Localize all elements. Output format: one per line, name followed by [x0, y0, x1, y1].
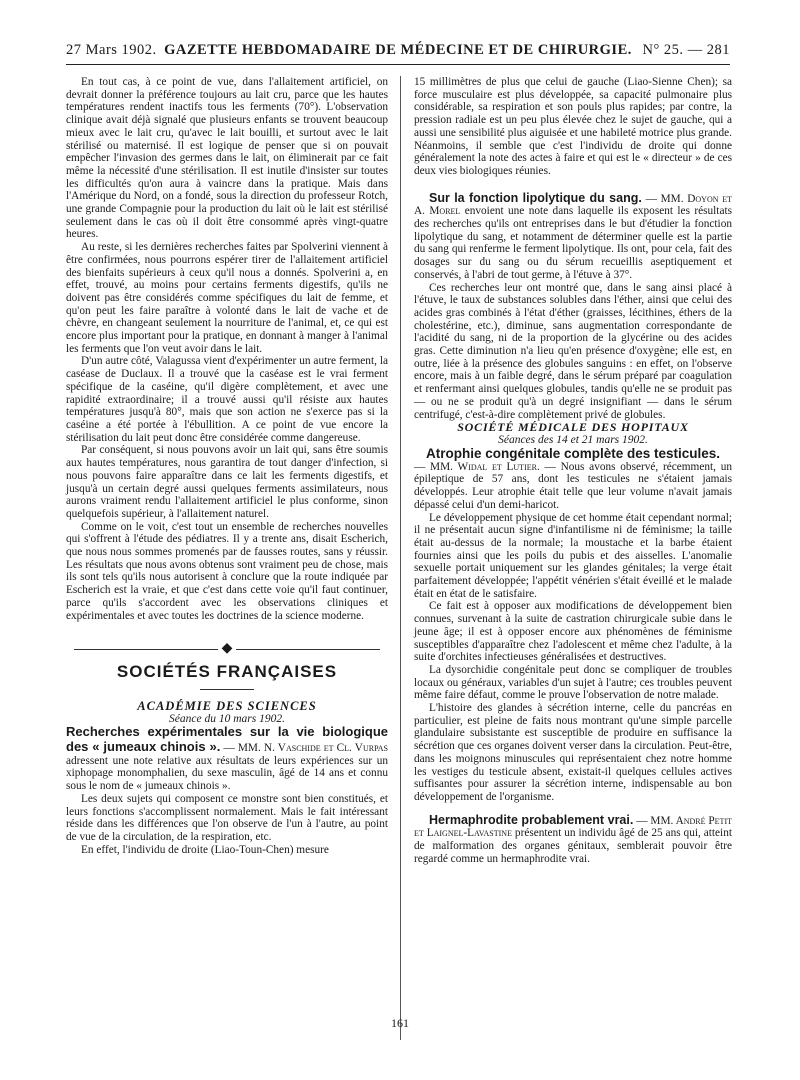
- page-number: 161: [391, 1016, 409, 1030]
- header-issue-page: N° 25. — 281: [642, 42, 730, 58]
- academy-heading: ACADÉMIE DES SCIENCES: [137, 698, 317, 713]
- paragraph: Le développement physique de cet homme était cependant normal; il ne présentait aucun signe d'infantilisme ni de féminisme; la taille était au-dessus de la normale; la moustache et la barbe étaient fournies ainsi que les poils du pubis et des aisselles. L'anomalie sexuelle portait uniquement sur les glandes génitales; la verge était parfaitement développée; l'appétit vénérien s'était éveillé et le malade était en état de le satisfaire.: [414, 511, 732, 600]
- paragraph: En tout cas, à ce point de vue, dans l'allaitement artificiel, on devrait donner la préférence toujours au lait cru, parce que les hautes températures rendent inactifs tous les ferments (70°). L'observation clinique avait déjà signalé que plusieurs enfants se trouvent beaucoup mieux avec le lait cru, qu'avec le lait bouilli, et surtout avec le lait stérilisé ou maternisé. Il est logique de penser que si on pouvait empêcher l'invasion des germes dans le lait, on éliminerait par ce fait même la nécessité d'une stérilisation. Il est inutile d'insister sur toutes les difficultés qu'on aura à vaincre dans la pratique. Mais dans l'Amérique du Nord, on a fondé, sous la direction du professeur Rotch, une grande Compagnie pour la production du lait où le lait est stérilisé seulement dans le cas où il doit être consommé après vingt-quatre heures.: [66, 76, 388, 241]
- article-authors: — MM. André Petit et Laignel-Lavastine: [414, 814, 732, 840]
- article-text: — Nous avons observé, récemment, un épileptique de 57 ans, dont les testicules ne s'étaient jamais développés. Leur atrophie était telle que leur volume n'avait jamais dépassé celui d'un demi-haricot.: [414, 460, 733, 511]
- session-date: Séances des 14 et 21 mars 1902.: [498, 433, 648, 446]
- section-ornament: [74, 641, 380, 657]
- right-column: [414, 76, 732, 865]
- society-heading: SOCIÉTÉ MÉDICALE DES HOPITAUX: [457, 420, 689, 435]
- paragraph: En effet, l'individu de droite (Liao-Toun-Chen) mesure: [81, 843, 329, 856]
- article-lead: [66, 725, 388, 793]
- article-title: Recherches expérimentales sur la vie biologique des « jumeaux chinois ».: [66, 724, 388, 755]
- header-date: 27 Mars 1902.: [66, 42, 157, 58]
- paragraph: Comme on le voit, c'est tout un ensemble de recherches nouvelles qui s'offrent à l'étude des pédiatres. Il y a trente ans, disait Escherich, que nous nous sommes promenés par de fausses routes, sans y réussir. Les résultats que nous avons obtenus sont vraiment peu de chose, mais ils sont tels qu'ils nous autorisent à conclure que la route indiquée par Escherich est la vraie, et que c'est dans cette voie qu'il faut continuer, parce qu'ils s'accordent avec les observations cliniques et expérimentales et avec toutes les doctrines de la science moderne.: [66, 520, 388, 622]
- paragraph: L'histoire des glandes à sécrétion interne, celle du pancréas en particulier, est pleine de faits nous montrant qu'une simple parcelle glandulaire subsistante est susceptible de produire en suffisance la sécrétion que ces organes doivent verser dans la circulation. Peut-être, dans les moignons minuscules qui représentaient chez notre homme les vestiges du testicule absent, existait-il quelques cellules actives suffisantes pour assurer la sécrétion interne, indispensable au bon développement de l'organisme.: [414, 702, 732, 803]
- column-divider: [400, 76, 401, 1040]
- running-header: [66, 40, 730, 65]
- divider: [200, 689, 254, 690]
- paragraph: 15 millimètres de plus que celui de gauche (Liao-Sienne Chen); sa force musculaire est plus développée, sa capacité pulmonaire plus considérable, sa respiration et son pouls plus rapides; par contre, la pression radiale est un peu plus élevée chez le sujet de gauche, qui a aussi une sensibilité plus aiguisée et une habileté motrice plus grande. Néanmoins, il semble que c'est l'individu de droite qui donne généralement la note des actes à faire et qui est le « directeur » de ces deux vies biologiques réunies.: [414, 76, 732, 177]
- paragraph: La dysorchidie congénitale peut donc se compliquer de troubles locaux ou généraux, variables d'un sujet à l'autre; ces troubles peuvent même faire défaut, comme le prouve l'observation de notre malade.: [414, 663, 732, 702]
- left-column: [66, 76, 388, 856]
- article-text: adressent une note relative aux résultats de leurs expériences sur un xiphopage monomphalien, du sexe masculin, âgé de 14 ans et connu sous le nom de « jumeaux chinois ».: [66, 754, 388, 793]
- paragraph: Au reste, si les dernières recherches faites par Spolverini viennent à être confirmées, nous pourrons espérer tirer de l'allaitement artificiel des bienfaits supérieurs à ceux qu'il nous a donnés. Spolverini a, en effet, trouvé, au moins pour certains ferments digestifs, qu'ils ne doivent pas être considérés comme spécifiques du lait de femme, et qu'on peut les faire paraître à volonté dans le lait de vache et de chèvre, en changeant seulement la nourriture de l'animal, et, ce qui est encore plus important pour la pratique, en donnant à manger à l'animal les ferments que l'on veut avoir dans le lait.: [66, 241, 388, 355]
- paragraph: Ces recherches leur ont montré que, dans le sang ainsi placé à l'étuve, le taux de substances solubles dans l'éther, ainsi que celui des acides gras combinés à l'état d'éther (graisses, lécithines, éthers de la cholestérine, etc.), diminue, sans augmentation correspondante de l'acidité du sang, ni de la proportion de la glycérine ou des acides gras. Cette diminution n'a lieu qu'en présence d'oxygène; elle est, en outre, liée à la présence des globules sanguins : en effet, on l'observe encore, mais à un faible degré, dans le sérum préparé par coagulation et renfermant ainsi quelques globules, tandis qu'elle ne se produit pas — ou ne se produit qu'à un degré insignifiant — dans le sérum centrifugé, c'est-à-dire complètement privé de globules.: [414, 281, 732, 421]
- ornament-line: [236, 649, 380, 650]
- paragraph: D'un autre côté, Valagussa vient d'expérimenter un autre ferment, la caséase de Duclaux. Il a trouvé que la caséase est le vrai ferment spécifique de la caséine, qu'il digère complètement, et avec une rapidité extraordinaire; il a trouvé aussi qu'il résiste aux hautes températures jusqu'à 80°, mais que son action ne s'exerce pas si la caséine a été portée à l'ébullition. A ce point de vue encore la stérilisation du lait peut donc être considérée comme dangereuse.: [66, 355, 388, 444]
- article-authors: — MM. N. Vaschide et Cl. Vurpas: [223, 742, 389, 755]
- paragraph: Ce fait est à opposer aux modifications de développement bien connues, survenant à la suite de castration chirurgicale subie dans le jeune âge; il est à opposer encore aux phénomènes de féminisme susceptibles d'apparaître chez l'adolescent et même chez l'adulte, à la suite d'orchites infectieuses généralisées et destructives.: [414, 600, 732, 664]
- article-lead: [414, 814, 732, 866]
- article-authors: — MM. Widal et Lutier.: [414, 460, 540, 473]
- header-journal-title: GAZETTE HEBDOMADAIRE DE MÉDECINE ET DE CHIRURGIE.: [164, 42, 632, 58]
- article-lead: [414, 461, 732, 512]
- article-title: Hermaphrodite probablement vrai.: [429, 812, 634, 827]
- paragraph: Les deux sujets qui composent ce monstre sont bien constitués, et leurs fonctions s'accomplissent normalement. Mais le fait intéressant réside dans les différences que l'on observe de l'un à l'autre, au point de vue de la circulation, de la respiration, etc.: [66, 792, 388, 843]
- ornament-line: [74, 649, 218, 650]
- article-authors: — MM. Doyon et A. Morel: [414, 192, 733, 218]
- article-title: Sur la fonction lipolytique du sang.: [429, 190, 642, 205]
- article-text: présentent un individu âgé de 25 ans qui, atteint de malformation des organes génitaux, semblerait pouvoir être regardé comme un hermaphrodite vrai.: [414, 827, 732, 865]
- article-lead: [414, 192, 732, 282]
- article-title: Atrophie congénitale complète des testicules.: [425, 445, 721, 461]
- session-date: Séance du 10 mars 1902.: [169, 712, 285, 725]
- section-title: SOCIÉTÉS FRANÇAISES: [116, 662, 338, 682]
- article-text: envoient une note dans laquelle ils exposent les résultats des recherches qu'ils ont entreprises dans le but d'étudier la fonction lipolytique du sang, et notamment de déterminer quelle est la partie du sang qui renferme le ferment lipolytique. Ils ont, pour cela, fait des dosages sur du sang ou du sérum recueillis aseptiquement et conservés, à l'abri de tout germe, à l'étuve à 37°.: [414, 205, 732, 281]
- paragraph: Par conséquent, si nous pouvons avoir un lait qui, sans être soumis aux hautes températures, nous garantira de tout danger d'infection, si nous pouvons faire apparaître dans ce lait les ferments digestifs, et jusqu'à un certain degré aussi quelques ferments assimilateurs, nous aurons vraiment rendu l'allaitement artificiel le plus conforme, sinon quelquefois supérieur, à l'allaitement naturel.: [66, 444, 388, 520]
- diamond-ornament-icon: ◆: [221, 641, 233, 657]
